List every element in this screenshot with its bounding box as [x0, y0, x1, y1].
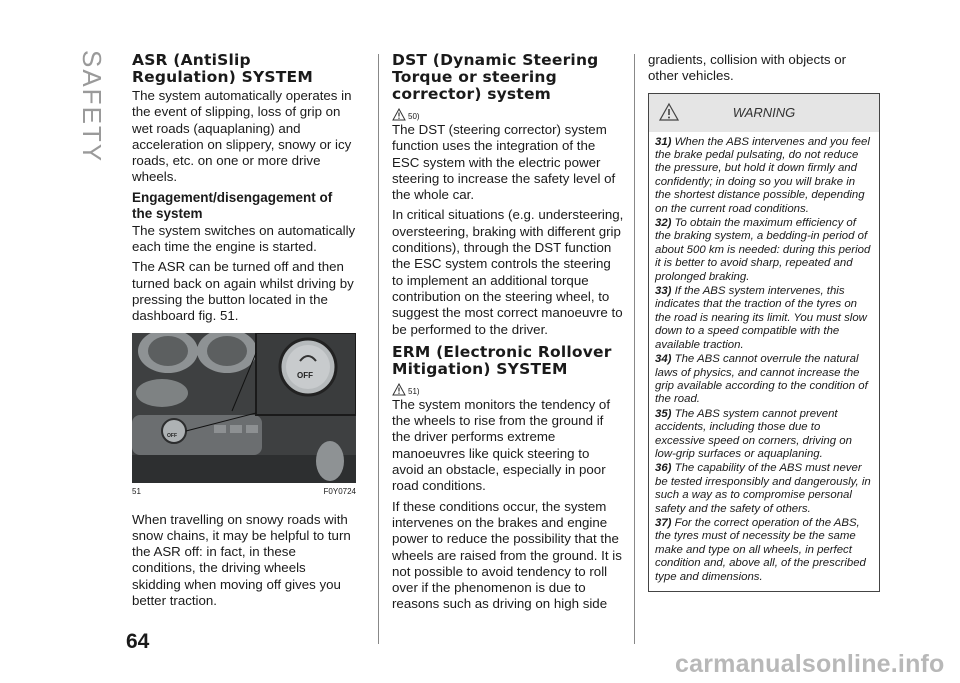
figure-caption [132, 487, 356, 496]
warning-box [648, 93, 880, 592]
watermark: carmanualsonline.info [675, 650, 945, 678]
asr-button-paragraph: The ASR can be turned off and then turned back on again whilst driving by pressing the button located in the dashboard fig. 51. [132, 259, 354, 324]
warning-number: 32) [655, 217, 672, 230]
zoom-button-label: OFF [297, 370, 313, 380]
warning-reference [392, 105, 624, 121]
column-1 [132, 52, 356, 613]
warning-number: 33) [655, 285, 672, 298]
warning-text: For the correct operation of the ABS, the tyres must of necessity be the same make and type on all wheels, in perfect condition and, above all, of the prescribed type and dimensions. [655, 516, 866, 583]
warning-text: The ABS system cannot prevent accidents, including those due to excessive speed on corners, driving on low-grip surfaces or aquaplaning. [655, 407, 852, 460]
warning-text: To obtain the maximum efficiency of the braking system, a bedding-in period of about 500 km is needed: during this period it is better to avoid sharp, repeated and prolonged braking. [655, 217, 871, 283]
warning-triangle-icon [392, 108, 406, 121]
warning-triangle-icon [392, 383, 406, 396]
engagement-subheading: Engagement/disengagement of the system [132, 189, 333, 221]
asr-heading: ASR (AntiSlip Regulation) SYSTEM [132, 51, 313, 86]
warning-triangle-icon [659, 102, 679, 122]
warning-item [655, 353, 873, 407]
snow-chains-paragraph: When travelling on snowy roads with snow chains, it may be helpful to turn the ASR off: in fact, in these conditions, the driving wheels skidding when moving off gives you better traction. [132, 511, 351, 609]
continued-paragraph: gradients, collision with objects or other vehicles. [648, 52, 847, 84]
warning-item [655, 217, 873, 284]
section-side-label: SAFETY [77, 50, 107, 164]
dst-heading: DST (Dynamic Steering Torque or steering corrector) system [392, 51, 599, 103]
erm-heading: ERM (Electronic Rollover Mitigation) SYSTEM [392, 342, 612, 378]
column-2 [392, 52, 624, 617]
column-divider [378, 54, 379, 644]
warning-reference [392, 380, 624, 396]
page-number: 64 [126, 630, 150, 653]
warning-number: 34) [655, 353, 672, 366]
warning-item [655, 285, 873, 352]
warning-text: If the ABS system intervenes, this indicates that the traction of the tyres on the road is nearing its limit. You must slow down to a speed compatible with the available traction. [655, 285, 867, 351]
warning-text: When the ABS intervenes and you feel the brake pedal pulsating, do not reduce the pressure, but hold it down firmly and confidently; in doing so you will brake in the shortest distance possible, depending on the current road conditions. [655, 135, 870, 215]
asr-paragraph: The system automatically operates in the event of slipping, loss of grip on wet roads (aquaplaning) and acceleration on slippery, snowy or icy roads, etc. on one or more drive wheels. [132, 88, 352, 185]
dst-paragraph-1: The DST (steering corrector) system function uses the integration of the ESC system with the electric power steering to increase the safety level of the whole car. [392, 122, 616, 203]
warning-number: 37) [655, 516, 672, 529]
dashboard-illustration [132, 333, 356, 483]
warning-item [655, 408, 873, 462]
dashboard-figure [132, 333, 356, 483]
warning-number: 35) [655, 407, 672, 420]
warning-title: WARNING [732, 105, 796, 121]
figure-code: F0Y0724 [323, 486, 356, 496]
warning-number: 31) [655, 135, 672, 148]
warning-number: 36) [655, 462, 672, 475]
warning-text: The ABS cannot overrule the natural laws of physics, and cannot increase the grip available according to the condition of the road. [655, 353, 868, 406]
column-divider [634, 54, 635, 644]
warning-item [655, 517, 873, 584]
erm-paragraph-2: If these conditions occur, the system intervenes on the brakes and engine power to reduce the possibility that the wheels are raised from the ground. It is not possible to avoid tendency to roll over if the phenomenon is due to reasons such as driving on high side [392, 498, 622, 612]
reference-number: 51) [408, 386, 420, 396]
warning-item [655, 462, 873, 516]
erm-paragraph-1: The system monitors the tendency of the wheels to rise from the ground if the driver performs extreme manoeuvres like quick steering to avoid an obstacle, especially in poor road conditions. [392, 396, 611, 494]
dst-paragraph-2: In critical situations (e.g. understeering, oversteering, braking with different grip conditions), through the DST function the ESC system controls the steering to implement an additional torque contribution on the steering wheel, to suggest the most correct manoeuvre to be performed to the driver. [392, 207, 624, 337]
warning-list [649, 132, 879, 591]
engagement-paragraph: The system switches on automatically each time the engine is started. [132, 222, 356, 255]
warning-item [655, 136, 873, 216]
figure-number: 51 [132, 486, 141, 496]
column-3 [648, 52, 880, 592]
warning-header [649, 94, 879, 132]
reference-number: 50) [408, 112, 420, 121]
warning-text: The capability of the ABS must never be tested irresponsibly and dangerously, in such a way as to compromise personal safety and the safety of others. [655, 462, 871, 515]
button-label: OFF [167, 432, 177, 439]
